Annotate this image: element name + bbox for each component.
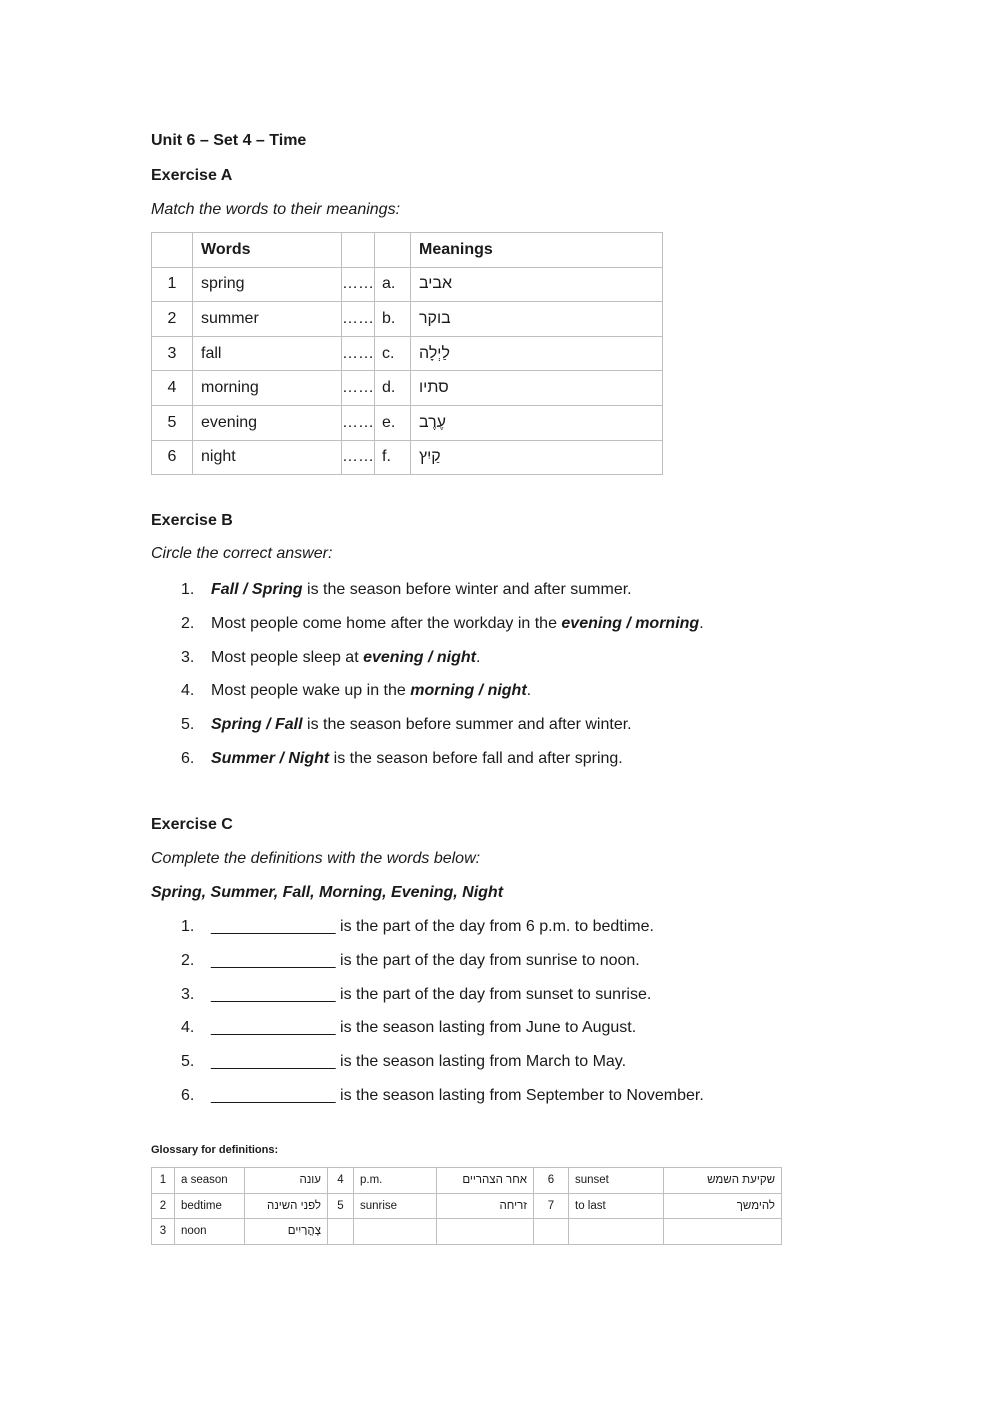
row-meaning: קַיִץ bbox=[411, 440, 663, 475]
row-number: 6 bbox=[152, 440, 193, 475]
row-meaning: לַיְלָה bbox=[411, 336, 663, 371]
exercise-b-list bbox=[181, 580, 704, 783]
glossary-translation bbox=[437, 1219, 534, 1245]
glossary-number bbox=[328, 1219, 354, 1245]
list-item bbox=[181, 715, 704, 749]
glossary-translation: זריחה bbox=[437, 1193, 534, 1219]
answer-choice[interactable]: Fall / Spring bbox=[211, 581, 303, 598]
list-item bbox=[181, 681, 704, 715]
glossary-number bbox=[534, 1219, 569, 1245]
item-number: 2. bbox=[181, 951, 195, 969]
answer-blank[interactable]: …… bbox=[342, 267, 375, 302]
row-letter: e. bbox=[375, 405, 411, 440]
item-number: 5. bbox=[181, 1053, 195, 1071]
word-bank: Spring, Summer, Fall, Morning, Evening, Night bbox=[151, 884, 504, 901]
glossary-term: noon bbox=[175, 1219, 245, 1245]
list-item bbox=[181, 951, 704, 985]
header-meanings: Meanings bbox=[411, 233, 663, 268]
glossary-term bbox=[354, 1219, 437, 1245]
definition-text: is the part of the day from sunrise to noon. bbox=[335, 951, 640, 969]
item-text-after: . bbox=[475, 648, 481, 666]
answer-blank[interactable]: …… bbox=[342, 371, 375, 406]
list-item bbox=[181, 1018, 704, 1052]
header-num-cell bbox=[152, 233, 193, 268]
item-number: 3. bbox=[181, 985, 195, 1003]
glossary-term: to last bbox=[569, 1193, 664, 1219]
exercise-c-heading: Exercise C bbox=[151, 816, 233, 833]
glossary-translation bbox=[664, 1219, 782, 1245]
row-word: fall bbox=[193, 336, 342, 371]
exercise-c-instruction: Complete the definitions with the words below: bbox=[151, 850, 481, 867]
header-letter-cell bbox=[375, 233, 411, 268]
table-row bbox=[152, 267, 663, 302]
item-text-after: . bbox=[526, 682, 532, 700]
row-word: night bbox=[193, 440, 342, 475]
table-row bbox=[152, 371, 663, 406]
row-number: 1 bbox=[152, 267, 193, 302]
glossary-translation: אחר הצהריים bbox=[437, 1168, 534, 1194]
answer-blank[interactable]: ______________ bbox=[211, 918, 336, 935]
answer-blank[interactable]: …… bbox=[342, 440, 375, 475]
table-header-row bbox=[152, 233, 663, 268]
row-meaning: בוקר bbox=[411, 302, 663, 337]
glossary-number: 1 bbox=[152, 1168, 175, 1194]
item-number: 1. bbox=[181, 918, 195, 935]
page-title: Unit 6 – Set 4 – Time bbox=[151, 132, 307, 149]
glossary-term: bedtime bbox=[175, 1193, 245, 1219]
glossary-row bbox=[152, 1193, 782, 1219]
answer-blank[interactable]: …… bbox=[342, 302, 375, 337]
item-number: 5. bbox=[181, 716, 195, 734]
glossary-translation: להימשך bbox=[664, 1193, 782, 1219]
item-number: 6. bbox=[181, 749, 195, 767]
list-item bbox=[181, 917, 704, 951]
glossary-translation: שקיעת השמש bbox=[664, 1168, 782, 1194]
list-item bbox=[181, 985, 704, 1019]
answer-choice[interactable]: Summer / Night bbox=[211, 749, 330, 767]
row-word: summer bbox=[193, 302, 342, 337]
item-number: 2. bbox=[181, 614, 195, 632]
glossary-number: 2 bbox=[152, 1193, 175, 1219]
list-item bbox=[181, 1086, 704, 1120]
row-number: 2 bbox=[152, 302, 193, 337]
header-words: Words bbox=[193, 233, 342, 268]
glossary-term: p.m. bbox=[354, 1168, 437, 1194]
glossary-row bbox=[152, 1219, 782, 1245]
answer-choice[interactable]: morning / night bbox=[410, 682, 527, 700]
row-letter: c. bbox=[375, 336, 411, 371]
row-letter: d. bbox=[375, 371, 411, 406]
definition-text: is the season lasting from June to August. bbox=[335, 1019, 637, 1037]
answer-blank[interactable]: ______________ bbox=[211, 1086, 336, 1104]
glossary-table bbox=[151, 1167, 782, 1245]
item-text-after: . bbox=[699, 614, 704, 632]
glossary-number: 3 bbox=[152, 1219, 175, 1245]
glossary-translation: צָהֳרַיִים bbox=[245, 1219, 328, 1245]
definition-text: is the part of the day from sunset to sunrise. bbox=[335, 985, 652, 1003]
table-row bbox=[152, 405, 663, 440]
table-row bbox=[152, 336, 663, 371]
glossary-number: 7 bbox=[534, 1193, 569, 1219]
answer-choice[interactable]: evening / morning bbox=[561, 614, 700, 632]
list-item bbox=[181, 614, 704, 648]
row-number: 5 bbox=[152, 405, 193, 440]
answer-blank[interactable]: …… bbox=[342, 405, 375, 440]
matching-table bbox=[151, 232, 663, 475]
exercise-a-instruction: Match the words to their meanings: bbox=[151, 201, 401, 218]
header-blank-cell bbox=[342, 233, 375, 268]
row-word: morning bbox=[193, 371, 342, 406]
row-word: evening bbox=[193, 405, 342, 440]
definition-text: is the part of the day from 6 p.m. to bedtime. bbox=[335, 918, 654, 935]
row-word: spring bbox=[193, 267, 342, 302]
row-letter: a. bbox=[375, 267, 411, 302]
answer-choice[interactable]: evening / night bbox=[363, 648, 476, 666]
item-number: 1. bbox=[181, 581, 195, 598]
table-row bbox=[152, 302, 663, 337]
item-text-before: Most people come home after the workday in the bbox=[211, 614, 562, 632]
table-row bbox=[152, 440, 663, 475]
glossary-row bbox=[152, 1168, 782, 1194]
glossary-term: a season bbox=[175, 1168, 245, 1194]
glossary-term: sunrise bbox=[354, 1193, 437, 1219]
glossary-term: sunset bbox=[569, 1168, 664, 1194]
answer-blank[interactable]: ______________ bbox=[211, 951, 336, 969]
glossary-number: 6 bbox=[534, 1168, 569, 1194]
item-text-before: Most people sleep at bbox=[211, 648, 364, 666]
answer-choice[interactable]: Spring / Fall bbox=[211, 716, 303, 734]
item-number: 4. bbox=[181, 1019, 195, 1037]
row-meaning: סתיו bbox=[411, 371, 663, 406]
row-number: 4 bbox=[152, 371, 193, 406]
definition-text: is the season lasting from September to November. bbox=[335, 1086, 704, 1104]
glossary-title: Glossary for definitions: bbox=[151, 1144, 279, 1156]
item-number: 3. bbox=[181, 648, 195, 666]
item-text-before: Most people wake up in the bbox=[211, 682, 411, 700]
exercise-b-heading: Exercise B bbox=[151, 512, 233, 529]
exercise-a-heading: Exercise A bbox=[151, 167, 233, 184]
list-item bbox=[181, 1052, 704, 1086]
row-letter: f. bbox=[375, 440, 411, 475]
answer-blank[interactable]: ______________ bbox=[211, 985, 336, 1003]
item-text-after: is the season before winter and after summer. bbox=[302, 581, 632, 598]
item-number: 6. bbox=[181, 1086, 195, 1104]
glossary-term bbox=[569, 1219, 664, 1245]
list-item bbox=[181, 749, 704, 783]
exercise-c-list bbox=[181, 917, 704, 1120]
exercise-b-instruction: Circle the correct answer: bbox=[151, 545, 333, 562]
glossary-translation: לפני השינה bbox=[245, 1193, 328, 1219]
answer-blank[interactable]: ______________ bbox=[211, 1053, 336, 1071]
row-meaning: עֶרֶב bbox=[411, 405, 663, 440]
item-text-after: is the season before fall and after spring. bbox=[329, 749, 623, 767]
glossary-translation: עונה bbox=[245, 1168, 328, 1194]
row-number: 3 bbox=[152, 336, 193, 371]
row-meaning: אביב bbox=[411, 267, 663, 302]
answer-blank[interactable]: ______________ bbox=[211, 1019, 336, 1037]
answer-blank[interactable]: …… bbox=[342, 336, 375, 371]
list-item bbox=[181, 580, 704, 614]
item-number: 4. bbox=[181, 682, 195, 700]
glossary-number: 5 bbox=[328, 1193, 354, 1219]
glossary-number: 4 bbox=[328, 1168, 354, 1194]
list-item bbox=[181, 648, 704, 682]
definition-text: is the season lasting from March to May. bbox=[335, 1053, 627, 1071]
item-text-after: is the season before summer and after winter. bbox=[302, 716, 632, 734]
row-letter: b. bbox=[375, 302, 411, 337]
